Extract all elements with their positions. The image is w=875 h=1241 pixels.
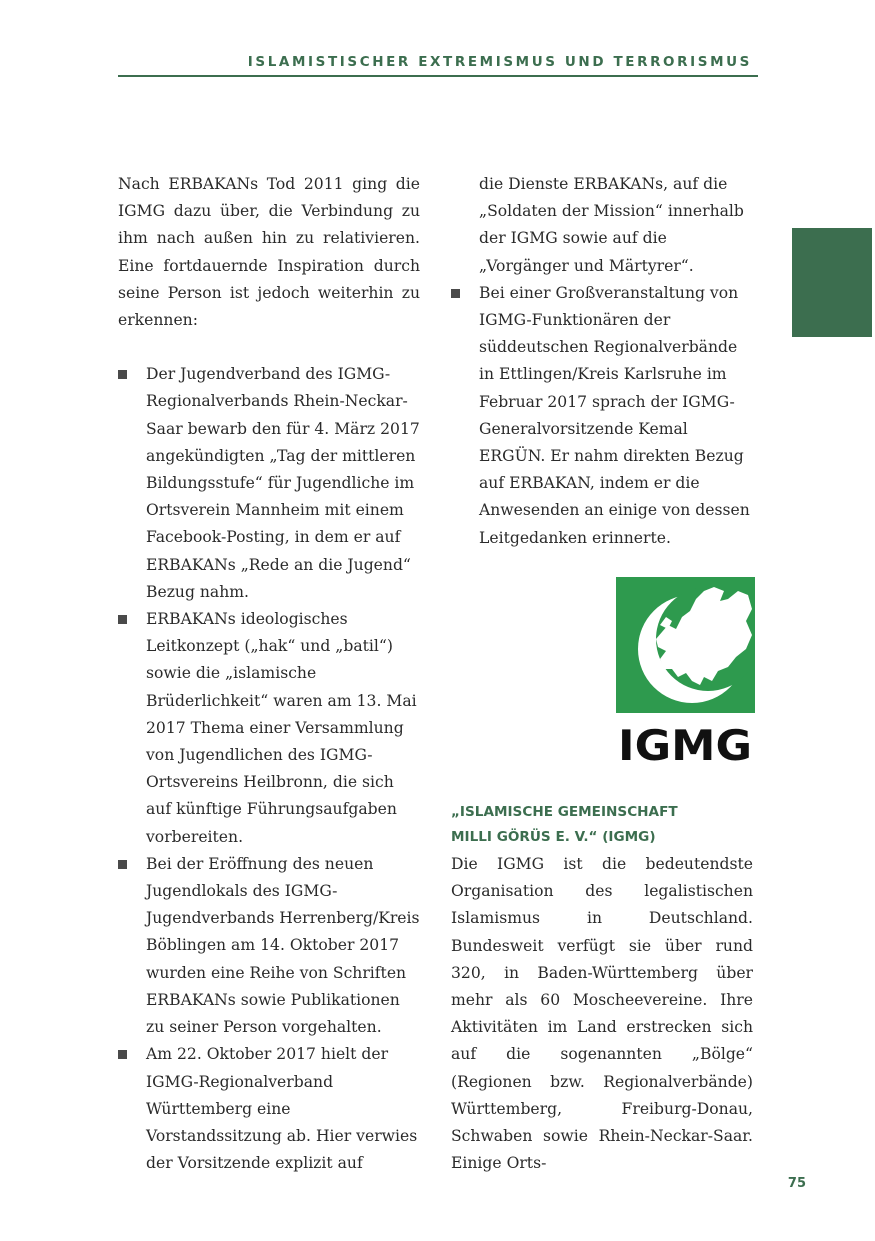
list-item-text: Bei der Eröffnung des neuen Jugendlokals des IGMG-Jugendverbands Herrenberg/Kreis Böblingen am 14. Oktober 2017 wurden eine Reihe von Schriften ERBAKANs sowie Publikationen zu seiner Person vorgehalten.: [146, 854, 420, 1037]
list-item: [451, 280, 753, 552]
bullet-square-icon: [118, 1050, 127, 1059]
running-head: ISLAMISTISCHER EXTREMISMUS UND TERRORISMUS: [247, 54, 752, 70]
section-heading-line: „ISLAMISCHE GEMEINSCHAFT: [451, 804, 678, 820]
list-item: [118, 1041, 420, 1177]
left-bullet-list: [118, 361, 420, 1177]
bullet-square-icon: [451, 289, 460, 298]
bullet-square-icon: [118, 615, 127, 624]
igmg-logo: [616, 577, 755, 765]
list-item-text: ERBAKANs ideologisches Leitkonzept („hak“ und „batil“) sowie die „islamische Brüderlichkeit“ waren am 13. Mai 2017 Thema einer Versammlung von Jugendlichen des IGMG-Ortsvereins Heilbronn, die sich auf künftige Führungsaufgaben vorbereiten.: [146, 610, 417, 846]
left-column: [118, 171, 420, 1177]
bullet-square-icon: [118, 370, 127, 379]
header-rule: [118, 75, 758, 77]
bullet-square-icon: [118, 860, 127, 869]
list-item-text: Der Jugendverband des IGMG-Regionalverbands Rhein-Neckar-Saar bewarb den für 4. März 2017 angekündigten „Tag der mittleren Bildungsstufe“ für Jugendliche im Ortsverein Mannheim mit einem Facebook-Posting, in dem er auf ERBAKANs „Rede an die Jugend“ Bezug nahm.: [146, 365, 420, 601]
list-item: [118, 361, 420, 606]
list-item-text: Bei einer Großveranstaltung von IGMG-Funktionären der süddeutschen Regionalverbände in Ettlingen/Kreis Karlsruhe im Februar 2017 sprach der IGMG-Generalvorsitzende Kemal ERGÜN. Er nahm direkten Bezug auf ERBAKAN, indem er die Anwesenden an einige von dessen Leitgedanken erinnerte.: [479, 283, 750, 547]
section-heading-line: MILLI GÖRÜS E. V.“ (IGMG): [451, 829, 656, 845]
svg-text:IGMG: IGMG: [618, 721, 752, 765]
list-item: [118, 851, 420, 1041]
list-item: [118, 606, 420, 851]
list-item-text: Am 22. Oktober 2017 hielt der IGMG-Regionalverband Württemberg eine Vorstandssitzung ab. Hier verwies der Vorsitzende explizit auf: [146, 1045, 418, 1173]
right-column: [451, 171, 753, 552]
section-body: Die IGMG ist die bedeutendste Organisation des legalistischen Islamismus in Deutschland. Bundesweit verfügt sie über rund 320, in Baden-Württemberg über mehr als 60 Moscheevereine. Ihre Aktivitäten im Land erstrecken sich auf die sogenannten „Bölge“ (Regionen bzw. Regionalverbände) Württemberg, Freiburg-Donau, Schwaben sowie Rhein-Neckar-Saar. Einige Orts-: [451, 855, 753, 1173]
chapter-tab: [792, 228, 872, 337]
page-number: 75: [787, 1176, 806, 1191]
intro-paragraph: Nach ERBAKANs Tod 2011 ging die IGMG dazu über, die Verbindung zu ihm nach außen hin zu relativieren. Eine fortdauernde Inspiration durch seine Person ist jedoch weiterhin zu erkennen:: [118, 175, 420, 330]
right-bullet-list: [451, 280, 753, 552]
section-heading: [451, 800, 753, 850]
continuation-paragraph: die Dienste ERBAKANs, auf die „Soldaten der Mission“ innerhalb der IGMG sowie auf die „Vorgänger und Märtyrer“.: [479, 175, 744, 275]
